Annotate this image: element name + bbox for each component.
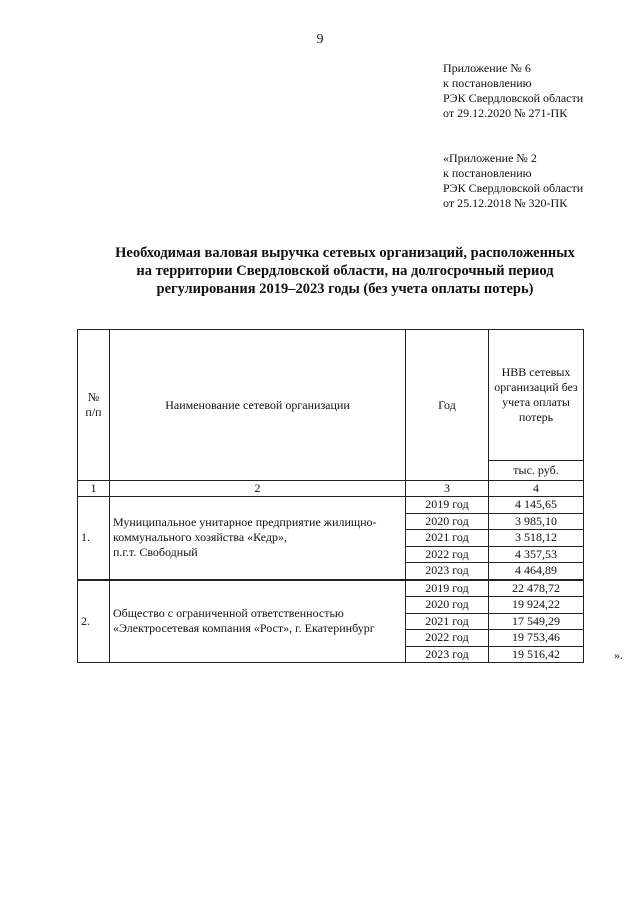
revenue-value: 22 478,72 xyxy=(489,580,584,597)
header-revenue: НВВ сетевых организаций без учета оплаты потерь xyxy=(489,330,584,461)
row-number: 1. xyxy=(78,497,110,580)
appendix-line: РЭК Свердловской области xyxy=(443,181,584,195)
year-cell: 2019 год xyxy=(406,497,489,514)
year-cell: 2021 год xyxy=(406,613,489,630)
year-cell: 2019 год xyxy=(406,580,489,597)
appendix-line: от 29.12.2020 № 271-ПК xyxy=(443,106,568,120)
document-title xyxy=(60,244,630,298)
year-cell: 2023 год xyxy=(406,646,489,663)
revenue-value: 3 518,12 xyxy=(489,530,584,547)
column-number: 1 xyxy=(78,481,110,497)
page-number: 9 xyxy=(316,32,324,47)
year-cell: 2022 год xyxy=(406,546,489,563)
appendix-line: от 25.12.2018 № 320-ПК xyxy=(443,196,568,210)
year-cell: 2022 год xyxy=(406,630,489,647)
appendix-line: РЭК Свердловской области xyxy=(443,91,584,105)
year-cell: 2023 год xyxy=(406,563,489,580)
closing-quote-mark: ». xyxy=(614,648,623,662)
column-number-row xyxy=(78,481,584,497)
revenue-value: 4 464,89 xyxy=(489,563,584,580)
table-row xyxy=(78,580,584,597)
appendix-reference-current xyxy=(443,61,633,121)
revenue-table xyxy=(77,329,584,663)
revenue-value: 4 357,53 xyxy=(489,546,584,563)
year-cell: 2021 год xyxy=(406,530,489,547)
revenue-value: 17 549,29 xyxy=(489,613,584,630)
table-header-row xyxy=(78,330,584,461)
appendix-line: к постановлению xyxy=(443,76,532,90)
appendix-reference-original xyxy=(443,151,633,211)
revenue-value: 4 145,65 xyxy=(489,497,584,514)
title-line: на территории Свердловской области, на долгосрочный период xyxy=(136,263,554,279)
column-number: 2 xyxy=(110,481,406,497)
header-number: № п/п xyxy=(78,330,110,481)
title-line: регулирования 2019–2023 годы (без учета оплаты потерь) xyxy=(156,281,534,297)
column-number: 4 xyxy=(489,481,584,497)
year-cell: 2020 год xyxy=(406,597,489,614)
header-year: Год xyxy=(406,330,489,481)
organization-name: Муниципальное унитарное предприятие жилищно-коммунального хозяйства «Кедр», п.г.т. Свободный xyxy=(110,497,406,580)
organization-name: Общество с ограниченной ответственностью «Электросетевая компания «Рост», г. Екатеринбург xyxy=(110,580,406,663)
appendix-line: «Приложение № 2 xyxy=(443,151,537,165)
header-organization-name: Наименование сетевой организации xyxy=(110,330,406,481)
header-unit: тыс. руб. xyxy=(489,461,584,481)
column-number: 3 xyxy=(406,481,489,497)
row-number: 2. xyxy=(78,580,110,663)
revenue-value: 19 516,42 xyxy=(489,646,584,663)
title-line: Необходимая валовая выручка сетевых организаций, расположенных xyxy=(115,245,575,261)
appendix-line: Приложение № 6 xyxy=(443,61,531,75)
appendix-line: к постановлению xyxy=(443,166,532,180)
year-cell: 2020 год xyxy=(406,513,489,530)
table-row xyxy=(78,497,584,514)
revenue-value: 3 985,10 xyxy=(489,513,584,530)
revenue-value: 19 924,22 xyxy=(489,597,584,614)
revenue-value: 19 753,46 xyxy=(489,630,584,647)
